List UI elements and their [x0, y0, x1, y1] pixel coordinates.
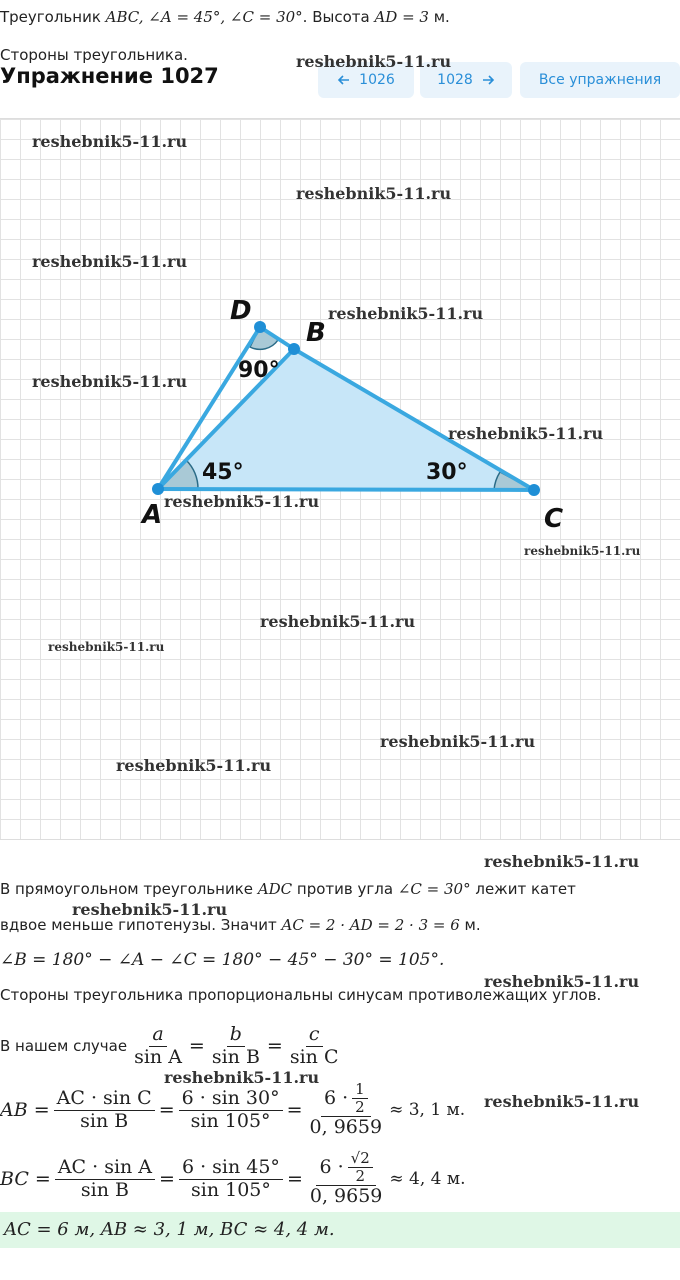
- watermark: reshebnik5-11.ru: [296, 184, 452, 203]
- watermark: reshebnik5-11.ru: [484, 972, 640, 991]
- label-c: C: [544, 504, 564, 534]
- den: sin 105°: [191, 1178, 271, 1201]
- label-d: D: [230, 296, 252, 326]
- figure-grid: [0, 118, 680, 840]
- ratio-b: [209, 1024, 263, 1069]
- num: 1: [352, 1081, 368, 1099]
- watermark: reshebnik5-11.ru: [448, 424, 604, 443]
- ratio-a: [131, 1024, 185, 1069]
- den: sin C: [289, 1045, 339, 1068]
- solution-math: ∠C = 30°: [397, 880, 471, 898]
- problem-math-angles: ABC, ∠A = 45°, ∠C = 30°: [105, 8, 303, 26]
- problem-math-height: AD = 3: [374, 8, 429, 26]
- next-exercise-label: 1028: [437, 72, 473, 88]
- problem-prefix: Треугольник: [0, 8, 106, 26]
- watermark: reshebnik5-11.ru: [524, 544, 641, 558]
- watermark: reshebnik5-11.ru: [32, 252, 188, 271]
- solution-text: лежит катет: [470, 880, 576, 898]
- point-c: [528, 484, 540, 496]
- triangle-figure: [0, 119, 680, 839]
- solution-text: В нашем случае: [0, 1037, 128, 1055]
- solution-ratio: В нашем случае $\frac{a}{\text{sin A}}$ = $\frac{b}{\text{sin B}}$ = $\frac{c}{\text{sin C}}$: [0, 1022, 346, 1070]
- solution-text: В прямоугольном треугольнике: [0, 880, 258, 898]
- problem-suffix: м.: [428, 8, 450, 26]
- num: a: [149, 1024, 166, 1047]
- solution-text: против угла: [292, 880, 398, 898]
- formula-ab: AB = $\frac{\text{AC · sin C}}{\text{sin B}}$ = $\frac{6 \cdot \sin 30^\circ}{\sin 105^\circ}$ = 6 · $\frac{1}{2}$ 0, 9659 ≈ 3, 1 м.: [0, 1079, 466, 1139]
- exercise-title: Упражнение 1027: [0, 64, 219, 88]
- watermark: reshebnik5-11.ru: [116, 756, 272, 775]
- point-d: [254, 321, 266, 333]
- num: AC · sin A: [55, 1157, 155, 1180]
- watermark: reshebnik5-11.ru: [32, 372, 188, 391]
- num: b: [227, 1024, 245, 1047]
- num: AC · sin C: [54, 1088, 155, 1111]
- den: sin B: [211, 1045, 260, 1068]
- formula-bc: BC = $\frac{\text{AC · sin A}}{\text{sin B}}$ = $\frac{6 \cdot \sin 45^\circ}{\sin 105^\circ}$ = 6 · $\frac{√2}{2}$ 0, 9659 ≈ 4, 4 м.: [0, 1148, 466, 1208]
- den: sin A: [134, 1045, 182, 1068]
- watermark: reshebnik5-11.ru: [164, 1068, 320, 1087]
- watermark: reshebnik5-11.ru: [32, 132, 188, 151]
- prev-exercise-label: 1026: [359, 72, 395, 88]
- watermark: reshebnik5-11.ru: [380, 732, 536, 751]
- watermark: reshebnik5-11.ru: [328, 304, 484, 323]
- problem-line-2: Стороны треугольника.: [0, 46, 188, 64]
- solution-math: AC = 2 · AD = 2 · 3 = 6: [281, 916, 460, 934]
- num: 6 ·: [319, 1155, 344, 1178]
- solution-text: вдвое меньше гипотенузы. Значит: [0, 916, 282, 934]
- num: 6 · sin 45°: [179, 1157, 283, 1180]
- solution-angle-b: ∠B = 180° − ∠A − ∠C = 180° − 45° − 30° = 105°.: [0, 950, 445, 970]
- num: 6 ·: [323, 1086, 349, 1109]
- watermark: reshebnik5-11.ru: [296, 52, 452, 71]
- angle-a-label: 45°: [202, 460, 244, 485]
- solution-text: м.: [459, 916, 481, 934]
- den: sin B: [80, 1109, 129, 1132]
- num: √2: [348, 1150, 373, 1168]
- num: c: [306, 1024, 323, 1047]
- den: 0, 9659: [309, 1116, 383, 1139]
- formula-lhs: BC =: [0, 1168, 51, 1190]
- den: sin B: [80, 1178, 129, 1201]
- num: 6 · sin 30°: [179, 1088, 283, 1111]
- formula-lhs: AB =: [0, 1099, 50, 1121]
- answer-text: AC = 6 м, AB ≈ 3, 1 м, BC ≈ 4, 4 м.: [4, 1219, 335, 1240]
- angle-d-label: 90°: [238, 358, 280, 383]
- watermark: reshebnik5-11.ru: [260, 612, 416, 631]
- den: 0, 9659: [309, 1185, 383, 1208]
- den: 2: [355, 1098, 365, 1117]
- point-a: [152, 483, 164, 495]
- problem-mid: . Высота: [302, 8, 375, 26]
- den: 2: [355, 1167, 365, 1186]
- point-b: [288, 343, 300, 355]
- solution-sine-rule: Стороны треугольника пропорциональны синусам противолежащих углов.: [0, 986, 602, 1004]
- watermark: reshebnik5-11.ru: [48, 640, 165, 654]
- watermark: reshebnik5-11.ru: [164, 492, 320, 511]
- solution-math: ADC: [257, 880, 293, 898]
- arrow-right-icon: [481, 73, 495, 87]
- problem-line-1: [0, 8, 450, 26]
- label-a: A: [142, 500, 163, 530]
- solution-p1-line1: [0, 880, 576, 898]
- formula-result: ≈ 3, 1 м.: [389, 1100, 466, 1120]
- den: sin 105°: [190, 1109, 271, 1132]
- ratio-c: [287, 1024, 342, 1069]
- watermark: reshebnik5-11.ru: [72, 900, 228, 919]
- formula-result: ≈ 4, 4 м.: [389, 1169, 466, 1189]
- label-b: B: [306, 318, 326, 348]
- arrow-left-icon: [337, 73, 351, 87]
- all-exercises-button[interactable]: [520, 62, 680, 98]
- watermark: reshebnik5-11.ru: [484, 1092, 640, 1111]
- all-exercises-label: Все упражнения: [538, 72, 662, 88]
- side-ac: [158, 489, 534, 490]
- angle-c-label: 30°: [426, 460, 468, 485]
- watermark: reshebnik5-11.ru: [484, 852, 640, 871]
- answer-box: [0, 1212, 680, 1248]
